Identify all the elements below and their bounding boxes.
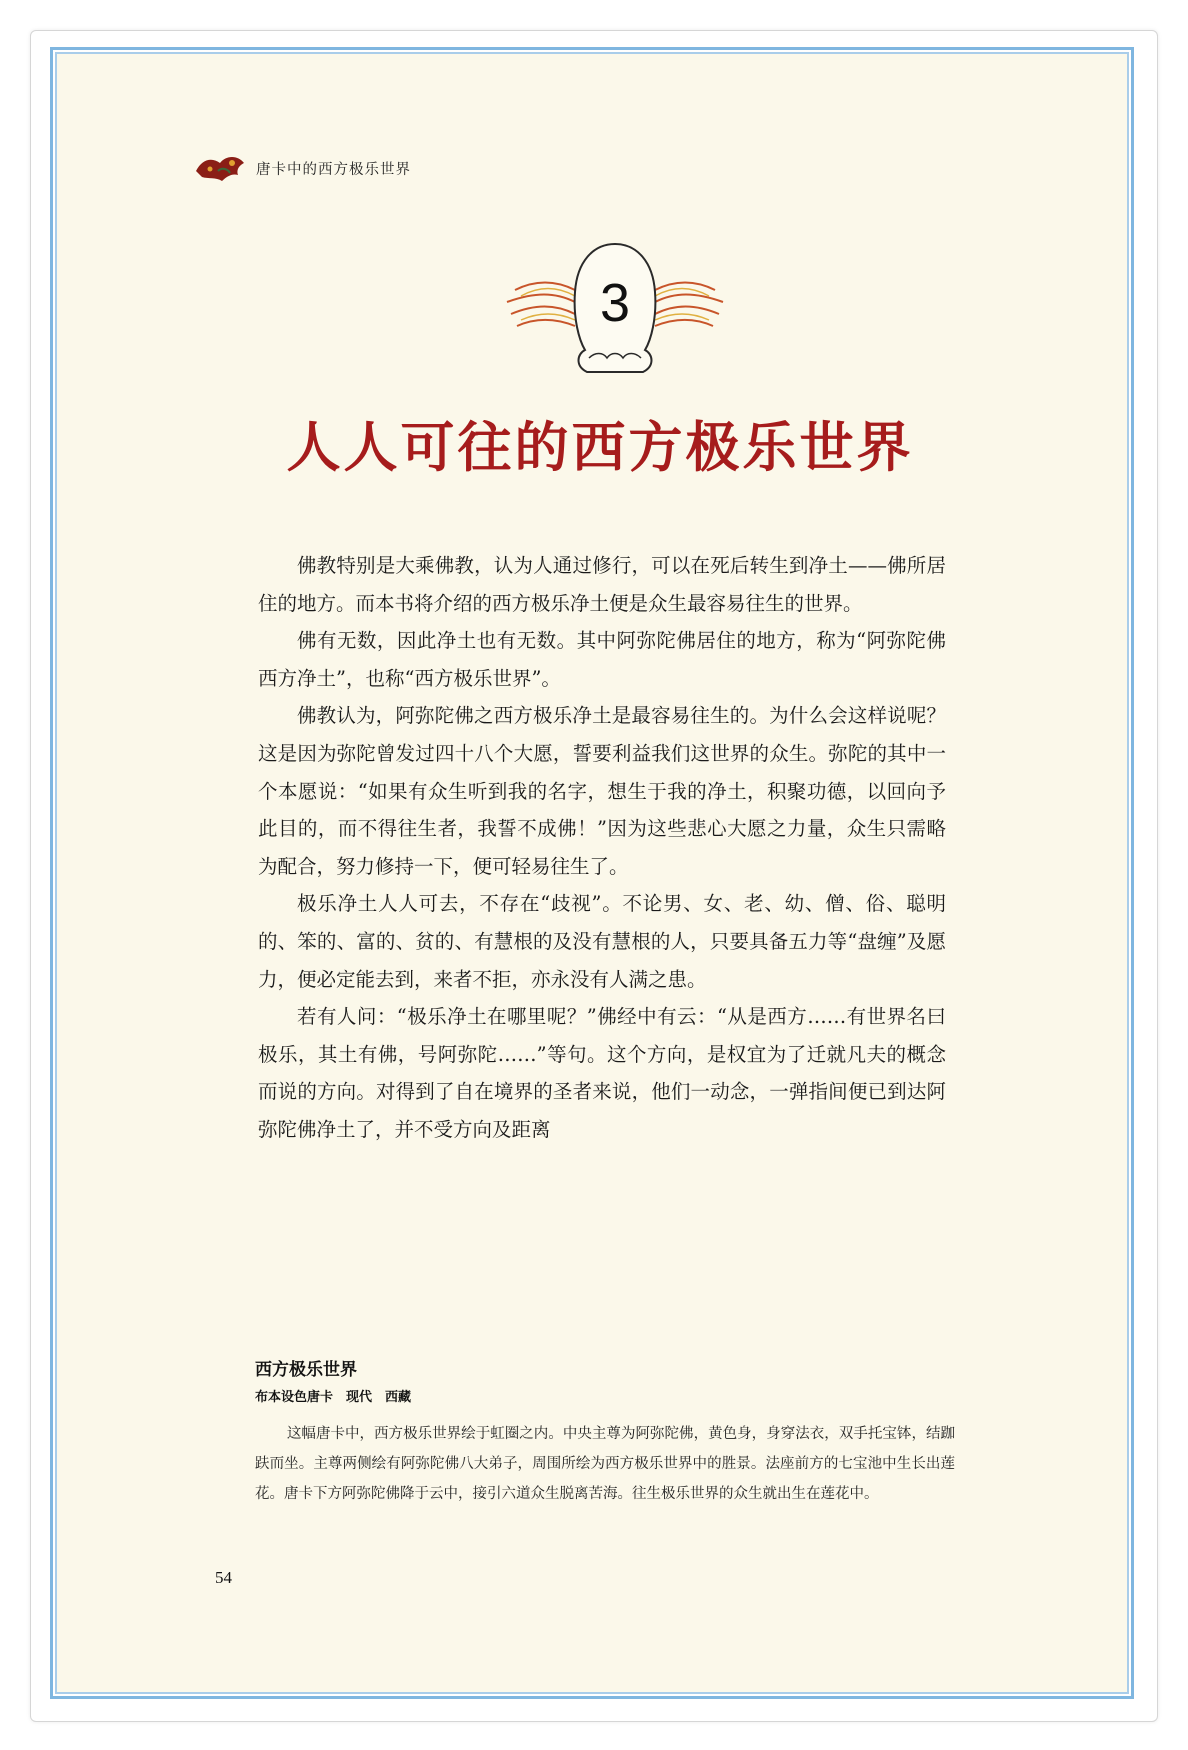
chapter-number: 3 [599,273,631,333]
page-number: 54 [215,1568,232,1587]
chapter-title: 人人可往的西方极乐世界 [286,415,914,479]
paragraph: 极乐净土人人可去，不存在“歧视”。不论男、女、老、幼、僧、俗、聪明的、笨的、富的、贫的、有慧根的及没有慧根的人，只要具备五力等“盘缠”及愿力，便必定能去到，来者不拒，亦永没有人满之患。 [258,892,946,991]
caption-text: 这幅唐卡中，西方极乐世界绘于虹圈之内。中央主尊为阿弥陀佛，黄色身，身穿法衣，双手托宝钵，结跏趺而坐。主尊两侧绘有阿弥陀佛八大弟子，周围所绘为西方极乐世界中的胜景。法座前方的七宝池中生长出莲花。唐卡下方阿弥陀佛降于云中，接引六道众生脱离苦海。往生极乐世界的众生就出生在莲花中。 [255,1426,955,1502]
dragon-ornament-icon [192,151,248,185]
body-text [258,547,946,1149]
paragraph: 若有人问：“极乐净土在哪里呢？”佛经中有云：“从是西方……有世界名曰极乐，其土有佛，号阿弥陀……”等句。这个方向，是权宜为了迁就凡夫的概念而说的方向。对得到了自在境界的圣者来说，他们一动念，一弹指间便已到达阿弥陀佛净土了，并不受方向及距离 [258,1005,946,1141]
caption-subtitle: 布本设色唐卡 现代 西藏 [255,1390,412,1405]
paragraph: 佛有无数，因此净土也有无数。其中阿弥陀佛居住的地方，称为“阿弥陀佛西方净土”，也称“西方极乐世界”。 [258,629,946,690]
paragraph: 佛教认为，阿弥陀佛之西方极乐净土是最容易往生的。为什么会这样说呢？这是因为弥陀曾发过四十八个大愿，誓要利益我们这世界的众生。弥陀的其中一个本愿说：“如果有众生听到我的名字，想生于我的净土，积聚功德，以回向予此目的，而不得往生者，我誓不成佛！”因为这些悲心大愿之力量，众生只需略为配合，努力修持一下，便可轻易往生了。 [258,704,946,878]
caption-title: 西方极乐世界 [255,1360,357,1380]
running-head [192,150,411,186]
image-caption [255,1355,955,1509]
running-head-title: 唐卡中的西方极乐世界 [256,161,411,178]
paragraph: 佛教特别是大乘佛教，认为人通过修行，可以在死后转生到净土——佛所居住的地方。而本书将介绍的西方极乐净土便是众生最容易往生的世界。 [258,554,946,615]
